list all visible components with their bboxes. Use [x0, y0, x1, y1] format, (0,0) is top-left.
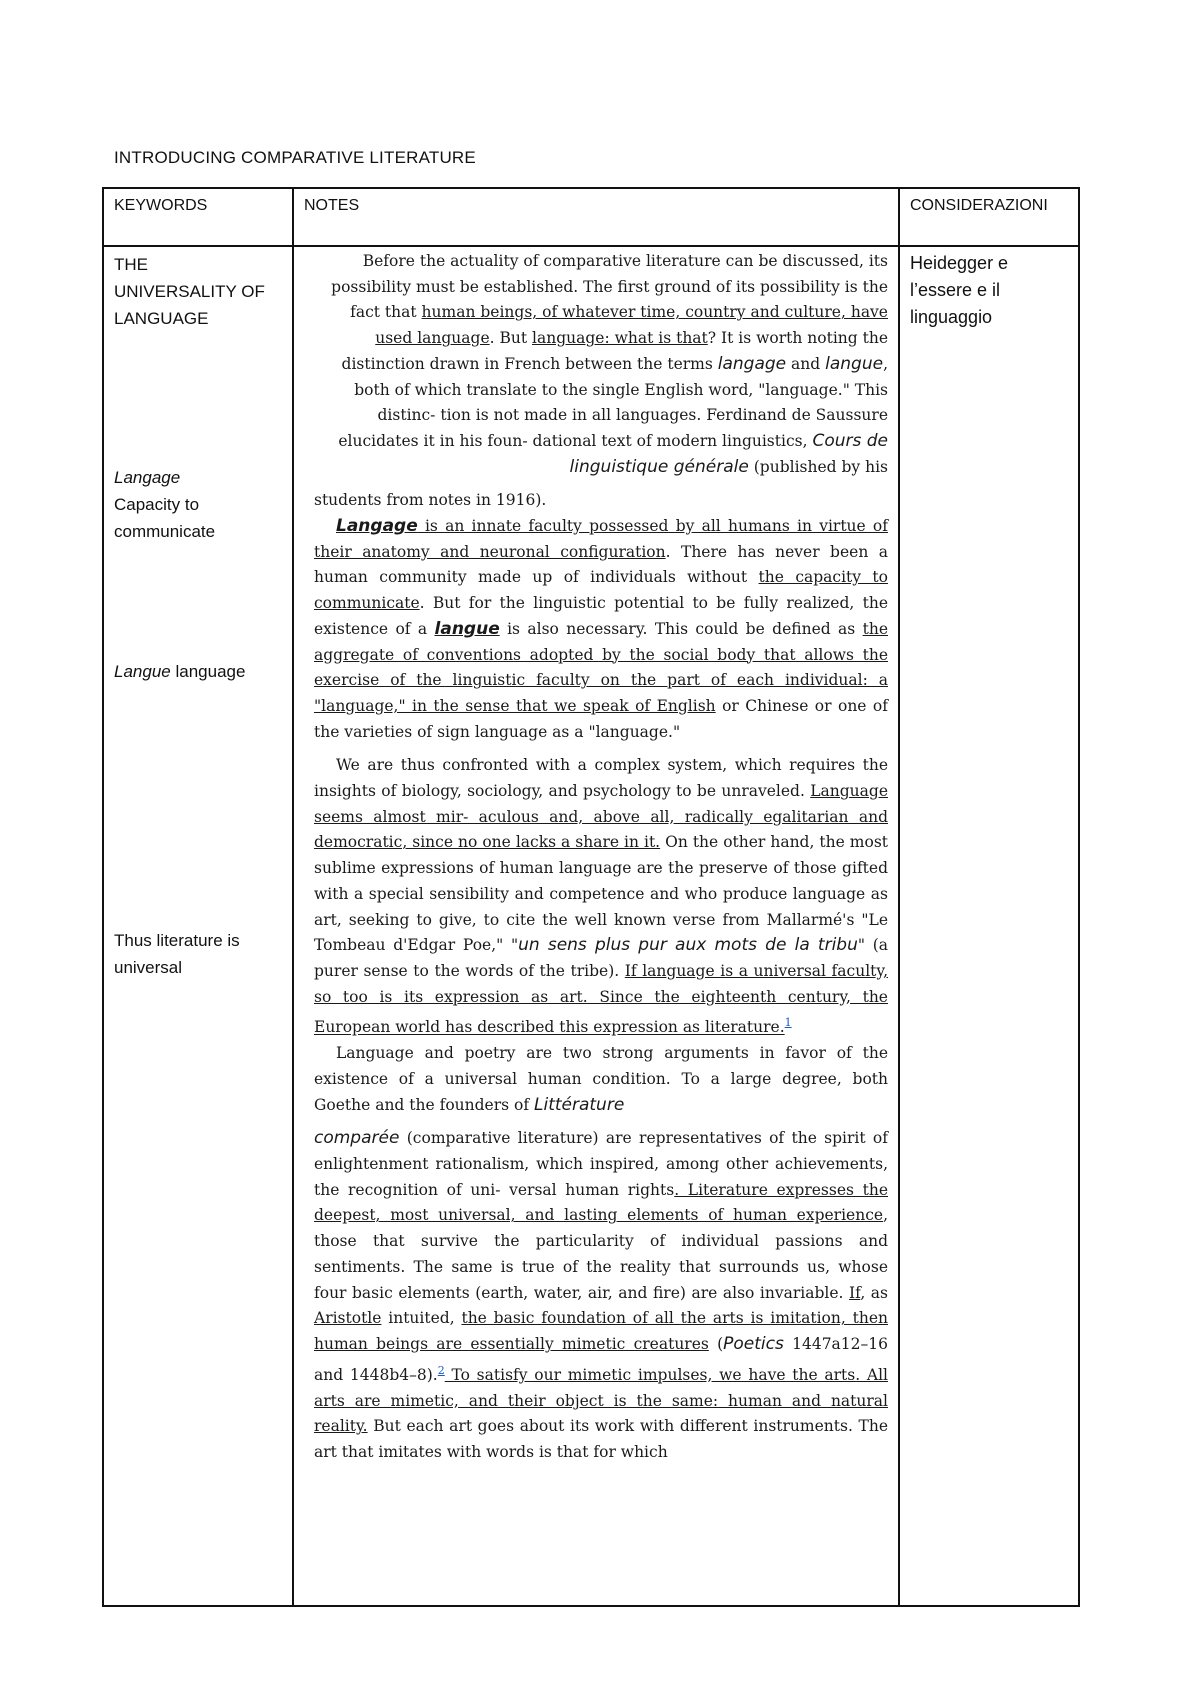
note-underline: If language is a universal faculty, so too is its expression as art. Since the eighteenth century, the European world has described this expression as literature. — [314, 961, 889, 1037]
note-term-langage-bold: Langage — [336, 516, 418, 537]
header-considerazioni: CONSIDERAZIONI — [910, 197, 1048, 214]
keyword-langue — [114, 658, 284, 685]
keyword-langage-term: Langage — [114, 468, 181, 487]
note-text: ? It is worth noting the distinction drawn in French between the terms — [341, 329, 888, 373]
note-text: But each art goes about its work with different instruments. The art that imitates with words is that for which — [314, 1417, 888, 1461]
notes-paragraph-5 — [314, 1041, 888, 1118]
note-text: Before the actuality of comparative literature can be discussed, its possibility must be established. The first ground of its possibility is the fact that — [331, 252, 888, 322]
note-text: ( — [708, 1334, 724, 1353]
header-considerazioni-cell — [899, 188, 1079, 246]
considerazioni-cell — [899, 246, 1079, 1606]
notes-paragraph-2: students from notes in 1916). — [314, 491, 547, 510]
note-underline: Language seems almost mir- aculous and, above all, radically egalitarian and democratic, since no one lacks a share in it. — [314, 782, 888, 852]
table-row — [103, 246, 1079, 1606]
note-underline: Aristotle — [314, 1309, 382, 1328]
note-text: is also necessary. This could be defined as — [499, 619, 863, 638]
note-term-langue: langue — [825, 353, 884, 374]
note-text: . But — [489, 329, 533, 348]
footnote-link-1[interactable]: 1 — [784, 1016, 792, 1030]
note-text: and — [786, 354, 826, 373]
note-term-comparee: comparée — [314, 1128, 400, 1149]
keyword-langue-term: Langue — [114, 662, 171, 681]
keyword-literature: Thus literature is universal — [114, 931, 240, 977]
table-header-row — [103, 188, 1079, 246]
document-title: INTRODUCING COMPARATIVE LITERATURE — [114, 148, 476, 167]
note-text: " (a purer sense to the words of the tribe). — [314, 936, 889, 980]
considerazione-heidegger: Heidegger e l’essere e il linguaggio — [910, 253, 1009, 327]
keywords-cell — [103, 246, 293, 1606]
note-text: . There has never been a human community made up of individuals without — [314, 542, 888, 587]
keyword-langage — [114, 464, 274, 545]
notes-paragraph-1 — [314, 249, 888, 480]
keyword-universality: THE UNIVERSALITY OF LANGUAGE — [114, 255, 265, 328]
note-underline: To satisfy our mimetic impulses, we have the arts. All arts are mimetic, and their object is the same: human and natural reality. — [314, 1365, 888, 1436]
note-underline: the basic foundation of all the arts is imitation, then human beings are essentially mimetic creatures — [314, 1309, 888, 1353]
header-keywords: KEYWORDS — [114, 197, 208, 214]
footnote-link-2[interactable]: 2 — [437, 1363, 445, 1377]
notes-cell — [293, 246, 899, 1606]
note-underline: the capacity to communicate — [314, 568, 888, 613]
note-text: . But for the linguistic potential to be fully realized, the existence of a — [314, 594, 888, 638]
note-text: We are thus confronted with a complex system, which requires the insights of biology, sociology, and psychology to be unraveled. — [314, 756, 888, 801]
note-underline: human beings, of whatever time, country and culture, have used language — [375, 303, 888, 348]
header-notes-cell — [293, 188, 899, 246]
note-text: or Chinese or one of the varieties of sign language as a "language." — [314, 696, 888, 741]
note-work-title: Cours de linguistique générale — [569, 430, 888, 477]
note-text: , both of which translate to the single English word, "language." This distinc- tion is not made in all languages. Ferdinand de Saussure elucidates it in his foun- dational text of modern linguistics, — [338, 354, 888, 450]
header-keywords-cell — [103, 188, 293, 246]
notes-paragraph-4 — [314, 753, 888, 1041]
note-underline: the aggregate of conventions adopted by the social body that allows the exercise of the linguistic faculty on the part of each individual: a "language," in the sense that we speak of English — [314, 619, 889, 715]
notes-paragraph-3 — [314, 514, 888, 745]
note-term-litterature: Littérature — [534, 1094, 625, 1115]
notes-paragraph-6 — [314, 1126, 888, 1465]
note-work-poetics: Poetics — [723, 1333, 784, 1354]
note-text: , those that survive the particularity of individual passions and sentiments. The same is true of the reality that surrounds us, whose four basic elements (earth, water, air, and fire) are also invariable. — [314, 1206, 888, 1302]
header-notes: NOTES — [304, 197, 360, 214]
note-text: (comparative literature) are representatives of the spirit of enlightenment rationalism, which inspired, among other achievements, the recognition of uni- versal human rights — [314, 1129, 888, 1199]
note-underline: is an innate faculty possessed by all humans in virtue of their anatomy and neuronal configuration — [314, 517, 888, 561]
keyword-langage-definition: Capacity to communicate — [114, 495, 216, 541]
note-text: 1447a12–16 and 1448b4–8). — [314, 1334, 888, 1384]
note-term-langue-bold: langue — [434, 618, 500, 639]
note-text: (published by his — [748, 457, 888, 476]
note-underline: language: what is that — [532, 329, 708, 348]
note-text: Language and poetry are two strong arguments in favor of the existence of a universal human condition. To a large degree, both Goethe and the founders of — [314, 1044, 888, 1114]
notes-table — [102, 187, 1080, 1607]
note-term-langage: langage — [717, 353, 787, 374]
keyword-langue-definition: language — [175, 662, 246, 681]
note-underline: If — [849, 1283, 861, 1302]
note-text: intuited, — [381, 1309, 462, 1328]
note-text: On the other hand, the most sublime expressions of human language are the preserve of those gifted with a special sensibility and competence and who produce language as art, seeking to give, to cite the well known verse from Mallarmé's "Le Tombeau d'Edgar Poe," " — [314, 833, 889, 955]
note-text: , as — [860, 1283, 888, 1302]
note-underline: . Literature expresses the deepest, most universal, and lasting elements of human experience — [314, 1180, 888, 1225]
note-quote: un sens plus pur aux mots de la tribu — [518, 935, 858, 956]
